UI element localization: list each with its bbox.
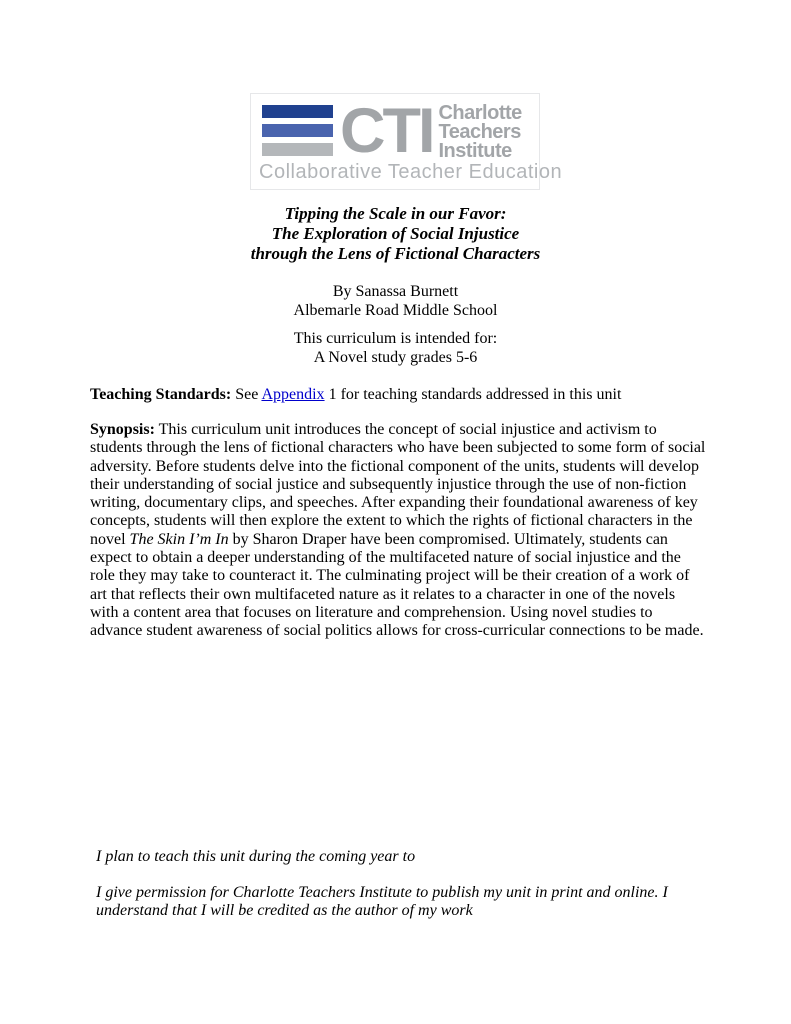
synopsis-text-after-book-title: by Sharon Draper have been compromised. Ultimately, students can expect to obtain a deeper understanding of the multifaceted nature of social injustice and the role they may take to counteract it. The culminating project will be their creation of a work of art that reflects their own multifaceted nature as it relates to a character in one of the novels with a content area that focuses on literature and comprehension. Using novel studies to advance student awareness of social politics allows for cross-curricular connections to be made.	[90, 530, 704, 640]
teach-plan-note: I plan to teach this unit during the coming year to	[96, 848, 416, 865]
cti-logo-tagline: Collaborative Teacher Education	[259, 161, 563, 183]
cti-logo-top-row	[251, 94, 539, 166]
teaching-standards-text-after-link: 1 for teaching standards addressed in this unit	[324, 386, 622, 403]
publish-permission-note: I give permission for Charlotte Teachers Institute to publish my unit in print and online. I understand that I will be credited as the author of my work	[96, 884, 668, 920]
synopsis-text-before-book-title: This curriculum unit introduces the concept of social injustice and activism to students through the lens of fictional characters who have been subjected to some form of social adversity. Before students delve into the fictional component of the units, students will develop their understanding of social justice and subsequently injustice through the use of non-fiction writing, documentary clips, and speeches. After expanding their foundational awareness of key concepts, students will then explore the extent to which the rights of fictional characters in the novel	[90, 421, 706, 548]
cti-logo-org-name	[438, 104, 521, 161]
cti-logo-bar-bottom	[262, 143, 333, 156]
unit-title-line-1: Tipping the Scale in our Favor:	[284, 204, 507, 223]
cti-logo	[250, 93, 563, 190]
synopsis-paragraph	[90, 421, 707, 641]
intended-audience-line-1: This curriculum is intended for:	[293, 330, 498, 347]
teaching-standards-label: Teaching Standards:	[90, 386, 232, 403]
cti-logo-bars-icon	[262, 105, 333, 162]
intended-audience-line-2: A Novel study grades 5-6	[313, 348, 478, 366]
cti-logo-org-line-3: Institute	[438, 140, 512, 162]
teaching-standards-line	[90, 386, 708, 404]
byline	[0, 283, 791, 320]
cti-logo-org-line-1: Charlotte	[438, 102, 522, 124]
unit-title-line-2: The Exploration of Social Injustice	[271, 224, 520, 243]
appendix-link[interactable]: Appendix	[261, 386, 325, 403]
book-title: The Skin I’m In	[129, 530, 229, 548]
cti-logo-bar-middle	[262, 124, 333, 137]
synopsis-label: Synopsis:	[90, 421, 155, 438]
unit-title	[0, 204, 791, 264]
cti-logo-acronym: CTI	[340, 96, 433, 166]
author-school: Albemarle Road Middle School	[293, 301, 498, 319]
teaching-standards-text-before-link: See	[231, 386, 262, 403]
author-name: By Sanassa Burnett	[332, 283, 459, 300]
intended-audience	[0, 330, 791, 367]
cti-logo-org-line-2: Teachers	[438, 121, 521, 143]
cti-logo-bar-top	[262, 105, 333, 118]
unit-title-line-3: through the Lens of Fictional Characters	[250, 244, 541, 263]
